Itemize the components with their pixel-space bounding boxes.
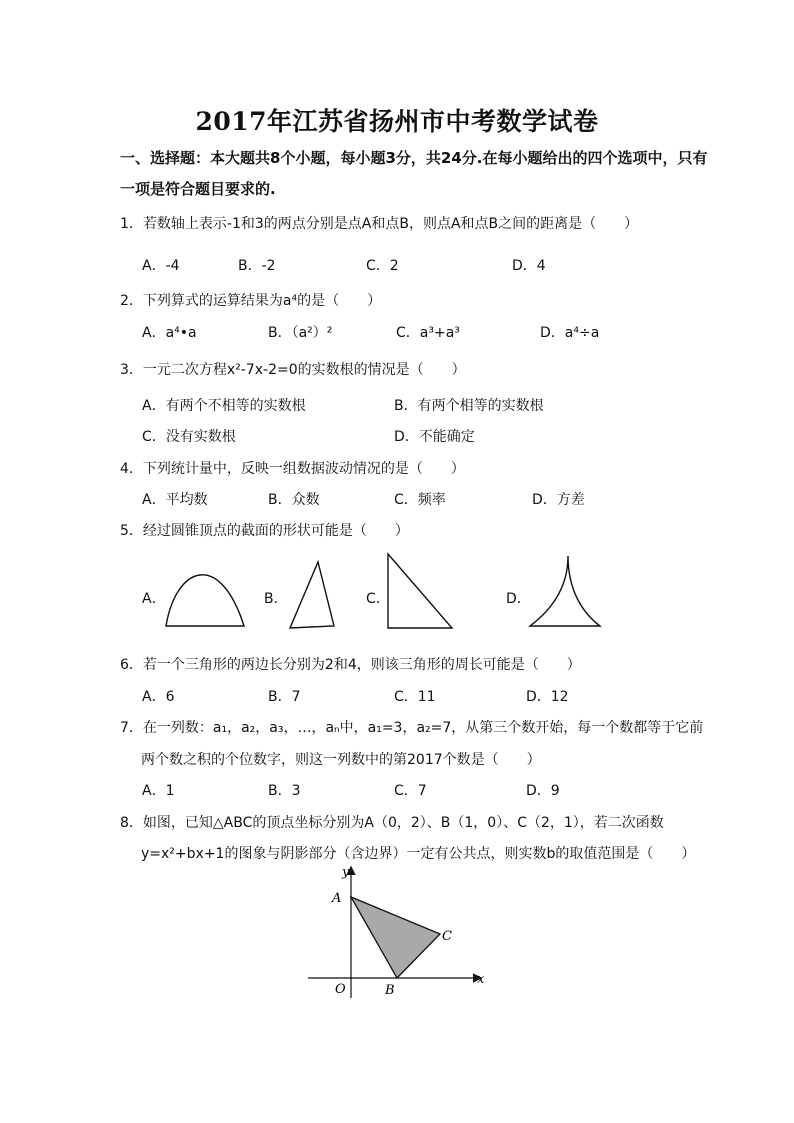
q1-option-c: C．2 xyxy=(366,258,399,274)
question-3-stem: 3．一元二次方程x²-7x-2=0的实数根的情况是（ ） xyxy=(120,362,466,378)
vertex-c-label: C xyxy=(442,929,452,944)
q5-option-b-label: B． xyxy=(264,591,288,607)
origin-label: O xyxy=(335,982,346,997)
vertex-a-label: A xyxy=(332,891,342,906)
question-5-stem: 5．经过圆锥顶点的截面的形状可能是（ ） xyxy=(120,523,409,539)
q5-shape-c-right-triangle xyxy=(382,550,458,634)
q2-option-c: C．a³+a³ xyxy=(396,325,460,341)
q6-option-d: D．12 xyxy=(526,689,569,705)
q5-option-c-label: C． xyxy=(366,591,390,607)
question-8-stem-line2: y=x²+bx+1的图象与阴影部分（含边界）一定有公共点，则实数b的取值范围是（ ） xyxy=(141,846,696,862)
q5-shape-d-concave xyxy=(526,552,606,632)
x-axis-label: x xyxy=(477,972,485,987)
y-axis-label: y xyxy=(342,865,350,880)
section-heading-line2: 一项是符合题目要求的. xyxy=(120,180,276,198)
question-1-stem: 1．若数轴上表示-1和3的两点分别是点A和点B，则点A和点B之间的距离是（ ） xyxy=(120,216,639,232)
shaded-triangle-abc xyxy=(351,897,440,978)
q5-option-a-label: A． xyxy=(142,591,166,607)
q7-option-d: D．9 xyxy=(526,783,560,799)
section-heading-line1: 一、选择题：本大题共8个小题，每小题3分，共24分.在每小题给出的四个选项中，只有 xyxy=(120,149,708,167)
q2-option-d: D．a⁴÷a xyxy=(540,325,600,341)
q7-option-b: B．3 xyxy=(268,783,301,799)
q4-option-d: D．方差 xyxy=(532,492,585,508)
q3-option-d: D．不能确定 xyxy=(394,429,475,445)
q4-option-b: B．众数 xyxy=(268,492,320,508)
question-7-stem-line2: 两个数之积的个位数字，则这一列数中的第2017个数是（ ） xyxy=(141,752,541,768)
q3-option-a: A．有两个不相等的实数根 xyxy=(142,398,306,414)
q7-option-a: A．1 xyxy=(142,783,175,799)
q3-option-c: C．没有实数根 xyxy=(142,429,236,445)
q6-option-b: B．7 xyxy=(268,689,301,705)
question-8-stem-line1: 8．如图，已知△ABC的顶点坐标分别为A（0，2）、B（1，0）、C（2，1），若二次函数 xyxy=(120,815,664,831)
q6-option-a: A．6 xyxy=(142,689,175,705)
q2-option-b: B．（a²）² xyxy=(268,325,333,341)
q4-option-a: A．平均数 xyxy=(142,492,208,508)
q2-option-a: A．a⁴•a xyxy=(142,325,197,341)
q1-option-d: D．4 xyxy=(512,258,546,274)
q8-coordinate-figure xyxy=(300,862,496,1000)
question-4-stem: 4．下列统计量中，反映一组数据波动情况的是（ ） xyxy=(120,461,465,477)
q5-option-d-label: D． xyxy=(506,591,531,607)
q6-option-c: C．11 xyxy=(394,689,436,705)
q5-shape-a-arch xyxy=(160,558,250,630)
q1-option-b: B．-2 xyxy=(238,258,276,274)
question-7-stem-line1: 7．在一列数：a₁，a₂，a₃，…，aₙ中，a₁=3，a₂=7，从第三个数开始，每一个数都等于它前 xyxy=(120,720,704,736)
vertex-b-label: B xyxy=(385,983,395,998)
question-6-stem: 6．若一个三角形的两边长分别为2和4，则该三角形的周长可能是（ ） xyxy=(120,657,581,673)
q5-shape-b-acute-triangle xyxy=(286,558,342,632)
q3-option-b: B．有两个相等的实数根 xyxy=(394,398,544,414)
q4-option-c: C．频率 xyxy=(394,492,446,508)
q1-option-a: A．-4 xyxy=(142,258,180,274)
question-2-stem: 2．下列算式的运算结果为a⁴的是（ ） xyxy=(120,293,382,309)
q7-option-c: C．7 xyxy=(394,783,427,799)
page-title: 2017年江苏省扬州市中考数学试卷 xyxy=(195,107,599,136)
